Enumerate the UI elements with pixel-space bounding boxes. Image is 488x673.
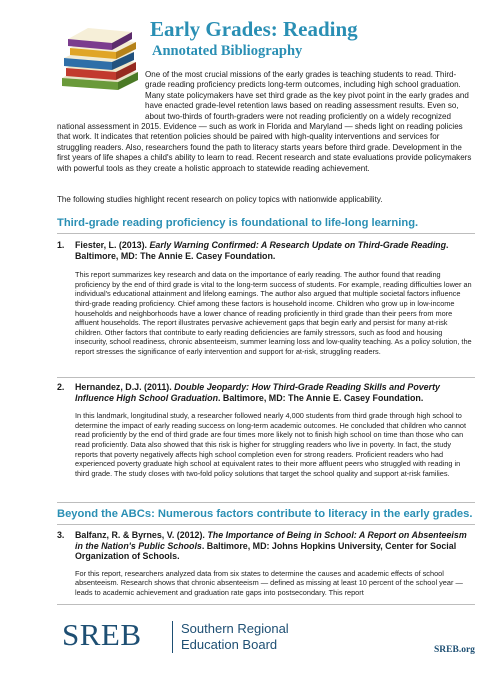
intro-paragraph: [57, 70, 472, 174]
entry-summary: For this report, researchers analyzed data from six states to determine the causes and academic effects of school absenteeism. Research shows that chronic absenteeism — defined as missing at least 10 percent of the school year — leads to academic achievement and graduation rate gaps into postsecondary. This report: [75, 568, 463, 597]
bibliography-entry-1: [57, 240, 475, 357]
page-subtitle: Annotated Bibliography: [152, 43, 303, 59]
sreb-logo: SREB: [62, 617, 142, 652]
entry-publisher: . Baltimore, MD: The Annie E. Casey Foundation.: [75, 240, 449, 261]
logo-divider: [172, 621, 173, 653]
entry-citation: [75, 530, 475, 562]
entry-citation: [75, 240, 475, 261]
organization-name: [181, 621, 289, 653]
entry-title: Early Warning Confirmed: A Research Update on Third-Grade Reading: [149, 240, 447, 250]
entry-citation: [75, 382, 475, 403]
book-float-spacer: [57, 70, 145, 113]
section-divider: [57, 524, 475, 525]
section-heading-1: Third-grade reading proficiency is foundational to life-long learning.: [57, 217, 419, 229]
entry-publisher: . Baltimore, MD: Johns Hopkins University, Center for Social Organization of Schools.: [75, 540, 457, 562]
footer-divider: [57, 604, 475, 605]
entry-number: 3.: [57, 530, 65, 540]
website-link[interactable]: SREB.org: [434, 645, 475, 655]
entry-number: 1.: [57, 240, 65, 250]
header: [150, 17, 470, 60]
entry-summary: In this landmark, longitudinal study, a researcher followed nearly 4,000 students from third grade through high school to determine the impact of early reading success on long-term academic outcomes. He concluded that children who cannot read proficiently by the end of third grade are four times more likely not to finish high school on time than those who can read proficiently. Data also showed that this risk is higher for struggling readers who live in poverty. In fact, the study reports that poverty negatively affects high school completion even for strong readers. Proficient readers who had experienced poverty graduate high school at equivalent rates to their more affluent peers who struggled with reading in third grade. The study closes with two-fold policy solutions that target the school quality and support at-risk families.: [75, 411, 467, 478]
org-name-line-1: Southern Regional: [181, 621, 289, 636]
entry-author: Hernandez, D.J. (2011).: [75, 382, 175, 392]
intro-text: One of the most crucial missions of the early grades is teaching students to read. Third-grade reading proficiency predicts long-term outcomes, including high school graduation. Many state policymakers have set third grade as the key pivot point in the early grades and have enacted grade-level retention laws based on reading assessment results. Even so, about two-thirds of fourth-graders were not reading proficiently on a widely recognized national assessment in 2015. Evidence — such as work in Florida and Maryland — sheds light on reading policies that work. It indicates that retention policies should be paired with high-quality interventions and services for struggling readers. Also, researchers found the path to literacy starts years before third grade. Development in the first years of life shapes a child's ability to learn to read. Recent research and state evaluations provide policymakers with powerful tools as they create a holistic approach to statewide reading achievement.: [57, 70, 472, 173]
intro-paragraph-2: The following studies highlight recent research on policy topics with nationwide applicability.: [57, 195, 383, 204]
section-heading-2: Beyond the ABCs: Numerous factors contribute to literacy in the early grades.: [57, 508, 473, 520]
entry-number: 2.: [57, 382, 65, 392]
entry-publisher: . Baltimore, MD: The Annie E. Casey Foundation.: [218, 392, 424, 403]
section-divider: [57, 233, 475, 234]
page-title: Early Grades: Reading: [150, 17, 358, 41]
entry-author: Fiester, L. (2013).: [75, 240, 150, 250]
bibliography-entry-2: [57, 382, 475, 478]
entry-title: The Importance of Being in School: A Report on Absenteeism in the Nation's Public Schools: [75, 530, 467, 551]
entry-divider: [57, 377, 475, 378]
entry-author: Balfanz, R. & Byrnes, V. (2012).: [75, 530, 208, 540]
entry-title: Double Jeopardy: How Third-Grade Reading Skills and Poverty Influence High School Graduation: [75, 382, 440, 403]
entry-summary: This report summarizes key research and data on the importance of early reading. The author found that reading proficiency by the end of third grade is vital to the long-term success of students. For example, reading difficulties lower an individual's educational attainment and lifelong earnings. The author also argued that multiple societal factors influence third-grade reading proficiency. Chief among these factors is household income. Children who grow up in low-income households and neighborhoods have a lower chance of reading proficiently in third grade than their peers from more affluent households. The report illustrates pervasive achievement gaps that begin early and persist for many at-risk children. Other factors that contribute to early reading deficiencies are family stressors, such as food and housing insecurity, school readiness, chronic absenteeism, summer learning loss and low-quality teaching. As a policy solution, the report stresses the significance of early intervention and support for at-risk, struggling readers.: [75, 270, 472, 356]
org-name-line-2: Education Board: [181, 637, 278, 652]
bibliography-entry-3: [57, 530, 475, 598]
entry-divider: [57, 502, 475, 503]
